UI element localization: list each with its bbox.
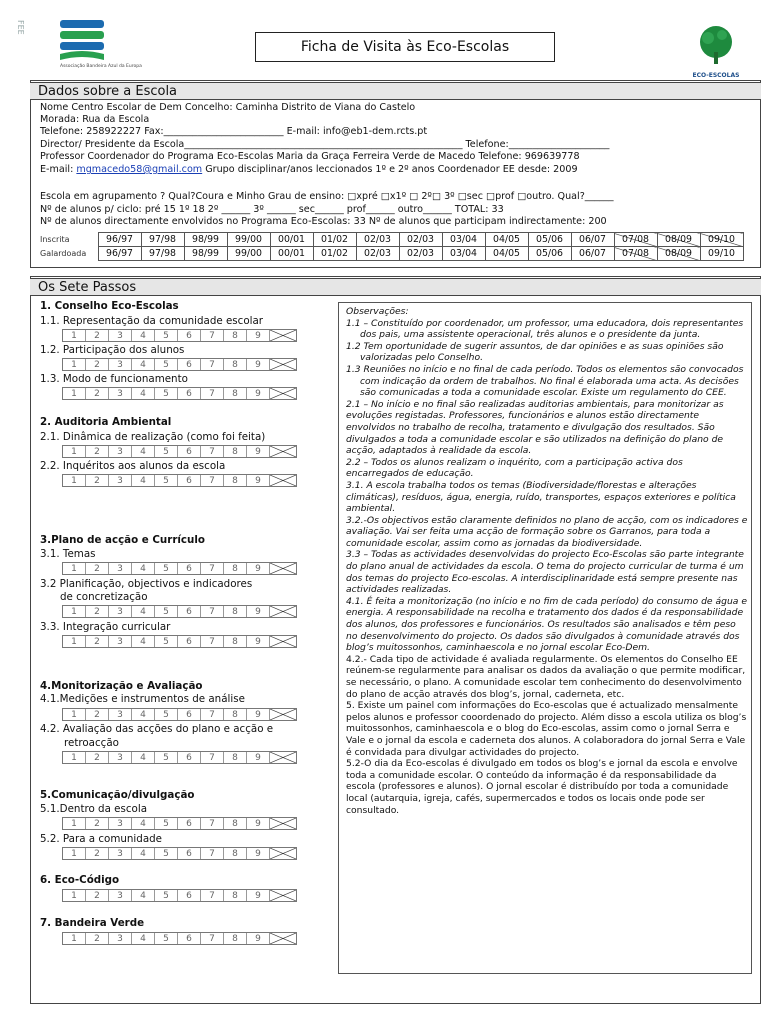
rating-cell[interactable]: 2 — [86, 563, 109, 574]
rating-cell[interactable]: 7 — [201, 446, 224, 457]
rating-cell[interactable]: 5 — [155, 330, 178, 341]
rating-cell[interactable]: 3 — [109, 752, 132, 763]
rating-cell[interactable]: 2 — [86, 848, 109, 859]
year-cell: 96/97 — [98, 247, 141, 261]
year-cell: 97/98 — [141, 247, 184, 261]
rating-cell[interactable]: 9 — [247, 818, 270, 829]
obs-5-2: 5.2-O dia da Eco-escolas é divulgado em todos os blog’s e jornal da escola e envolve toda a comunidade escolar. O conteúdo da informação é da responsabilidade da escola (professores e alunos). O jornal escolar é distribuído por toda a comunidade local (autarquia, igreja, cafés, supermercados e todos os locais onde pode ser consultado. — [346, 758, 738, 816]
rating-cross-cell[interactable] — [270, 752, 296, 763]
step-1-1-label: 1.1. Representação da comunidade escolar — [40, 315, 264, 327]
rating-cross-cell[interactable] — [270, 848, 296, 859]
director-line: Director/ Presidente da Escola__________________________________________________________ Telefone:_____________________ — [40, 139, 610, 150]
obs-3-3: 3.3 – Todas as actividades desenvolvidas do projecto Eco-Escolas são parte integrante do plano anual de actividades da escola. O tema do projecto curricular de turma é um dos temas do projecto Eco-escolas. A interdisciplinaridade está sempre presente nas actividades realizadas. — [346, 549, 744, 596]
rating-cell[interactable]: 9 — [247, 752, 270, 763]
rating-cell[interactable]: 4 — [132, 446, 155, 457]
obs-3-2: 3.2.-Os objectivos estão claramente definidos no plano de acção, com os indicadores e avaliação. Vai ser feita uma acção de formação sobre os Garranos, para toda a comunidade escolar, assim como as jornadas da biodiversidade. — [346, 514, 748, 549]
step-2-1-label: 2.1. Dinâmica de realização (como foi feita) — [40, 431, 266, 443]
step-3-3-label: 3.3. Integração curricular — [40, 621, 171, 633]
rating-cell[interactable]: 3 — [109, 890, 132, 901]
rating-cell[interactable]: 1 — [63, 330, 86, 341]
rating-scale-1-1[interactable] — [62, 329, 297, 342]
rating-cell[interactable]: 3 — [109, 933, 132, 944]
rating-cell[interactable]: 7 — [201, 890, 224, 901]
abae-logo — [12, 14, 182, 76]
rating-cell[interactable]: 9 — [247, 475, 270, 486]
rating-cell[interactable]: 8 — [224, 933, 247, 944]
rating-cell[interactable]: 8 — [224, 890, 247, 901]
year-cell: 04/05 — [485, 233, 528, 247]
year-cell: 02/03 — [399, 233, 442, 247]
rating-cell[interactable]: 5 — [155, 388, 178, 399]
step-3-1-label: 3.1. Temas — [40, 548, 96, 560]
year-cell: 00/01 — [270, 247, 313, 261]
rating-scale-3-2[interactable] — [62, 605, 297, 618]
step-3-2-label-cont: de concretização — [60, 591, 148, 603]
rating-cell[interactable]: 4 — [132, 752, 155, 763]
rating-cell[interactable]: 4 — [132, 475, 155, 486]
rating-cell[interactable]: 5 — [155, 606, 178, 617]
rating-cell[interactable]: 5 — [155, 933, 178, 944]
step-5-1-label: 5.1.Dentro da escola — [40, 803, 148, 815]
rating-cell[interactable]: 2 — [86, 933, 109, 944]
email-line — [40, 164, 578, 176]
discipline-text: Grupo disciplinar/anos leccionados 1º e 2º anos Coordenador EE desde: 2009 — [202, 164, 578, 175]
observations-title: Observações: — [346, 306, 409, 317]
rating-cell[interactable]: 1 — [63, 359, 86, 370]
years-row-inscrita — [36, 233, 743, 247]
rating-cell[interactable]: 7 — [201, 606, 224, 617]
rating-cell[interactable]: 1 — [63, 752, 86, 763]
rating-cell[interactable]: 9 — [247, 709, 270, 720]
step-4-1-label: 4.1.Medições e instrumentos de análise — [40, 693, 245, 705]
step-5-2-label: 5.2. Para a comunidade — [40, 833, 162, 845]
rating-cell[interactable]: 7 — [201, 388, 224, 399]
school-name-line: Nome Centro Escolar de Dem Concelho: Caminha Distrito de Viana do Castelo — [40, 102, 416, 113]
rating-cell[interactable]: 8 — [224, 475, 247, 486]
rating-cell[interactable]: 3 — [109, 606, 132, 617]
rating-cell[interactable]: 6 — [178, 330, 201, 341]
rating-cell[interactable]: 9 — [247, 446, 270, 457]
rating-cell[interactable]: 4 — [132, 563, 155, 574]
rating-cell[interactable]: 3 — [109, 848, 132, 859]
rating-scale-2-2[interactable] — [62, 474, 297, 487]
step-6-heading: 6. Eco-Código — [40, 874, 120, 886]
rating-cell[interactable]: 3 — [109, 709, 132, 720]
rating-cell[interactable]: 1 — [63, 563, 86, 574]
rating-cell[interactable]: 4 — [132, 933, 155, 944]
rating-cell[interactable]: 4 — [132, 709, 155, 720]
year-cell: 01/02 — [313, 247, 356, 261]
step-4-heading: 4.Monitorização e Avaliação — [40, 680, 203, 692]
page-title: Ficha de Visita às Eco-Escolas — [255, 32, 555, 62]
rating-cell[interactable]: 7 — [201, 636, 224, 647]
year-cell: 99/00 — [227, 233, 270, 247]
year-cell-crossed: 08/09 — [657, 233, 700, 247]
rating-cell[interactable]: 5 — [155, 709, 178, 720]
rating-cell[interactable]: 6 — [178, 475, 201, 486]
rating-cell[interactable]: 9 — [247, 848, 270, 859]
rating-cell[interactable]: 5 — [155, 636, 178, 647]
year-cell-crossed: 08/09 — [657, 247, 700, 261]
year-cell: 02/03 — [399, 247, 442, 261]
school-section-title: Dados sobre a Escola — [30, 82, 761, 100]
obs-3-1: 3.1. A escola trabalha todos os temas (Biodiversidade/florestas e alterações climáticas), resíduos, água, energia, ruído, transportes, espaços exteriores e política ambiental. — [346, 479, 736, 515]
rating-cell[interactable]: 7 — [201, 752, 224, 763]
svg-text:FEE: FEE — [16, 20, 25, 35]
obs-2-1: 2.1 – No início e no final são realizadas auditorias ambientais, para monitorizar as evoluções registadas. Professores, funcionários e alunos estão directamente envolvidos no trabalho de recolha, tratamento e divulgação dos resultados. São divulgados a toda a comunidade escolar e são utilizados na definição do plano de acção, adaptados à realidade da escola. — [346, 398, 724, 457]
rating-cell[interactable]: 1 — [63, 818, 86, 829]
rating-scale-5-1[interactable] — [62, 817, 297, 830]
rating-cell[interactable]: 4 — [132, 359, 155, 370]
rating-cell[interactable]: 2 — [86, 818, 109, 829]
inscrita-label: Inscrita — [40, 235, 70, 244]
rating-cell[interactable]: 4 — [132, 330, 155, 341]
rating-cross-cell[interactable] — [270, 446, 296, 457]
rating-cell[interactable]: 7 — [201, 359, 224, 370]
rating-cell[interactable]: 8 — [224, 359, 247, 370]
rating-cross-cell[interactable] — [270, 636, 296, 647]
rating-cell[interactable]: 8 — [224, 709, 247, 720]
rating-cell[interactable]: 7 — [201, 848, 224, 859]
rating-cell[interactable]: 2 — [86, 709, 109, 720]
step-3-2-label: 3.2 Planificação, objectivos e indicadores — [40, 578, 253, 590]
rating-cell[interactable]: 6 — [178, 752, 201, 763]
rating-scale-3-3[interactable] — [62, 635, 297, 648]
rating-cell[interactable]: 7 — [201, 933, 224, 944]
rating-cross-cell[interactable] — [270, 890, 296, 901]
rating-cell[interactable]: 1 — [63, 848, 86, 859]
year-cell: 02/03 — [356, 233, 399, 247]
rating-cell[interactable]: 4 — [132, 606, 155, 617]
rating-cross-cell[interactable] — [270, 388, 296, 399]
abae-logo-caption: Associação Bandeira Azul da Europa — [60, 64, 142, 69]
rating-cell[interactable]: 3 — [109, 446, 132, 457]
rating-cell[interactable]: 6 — [178, 446, 201, 457]
step-1-3-label: 1.3. Modo de funcionamento — [40, 373, 188, 385]
obs-1-2: 1.2 Tem oportunidade de sugerir assuntos, de dar opiniões e as suas opiniões são valorizadas pelo Conselho. — [346, 340, 724, 364]
rating-cell[interactable]: 7 — [201, 818, 224, 829]
rating-cell[interactable]: 6 — [178, 359, 201, 370]
rating-cell[interactable]: 3 — [109, 563, 132, 574]
years-table — [36, 232, 744, 261]
rating-cross-cell[interactable] — [270, 709, 296, 720]
rating-cell[interactable]: 6 — [178, 933, 201, 944]
year-cell: 00/01 — [270, 233, 313, 247]
rating-cross-cell[interactable] — [270, 606, 296, 617]
rating-cell[interactable]: 8 — [224, 446, 247, 457]
steps-section-title: Os Sete Passos — [30, 278, 761, 296]
rating-cell[interactable]: 6 — [178, 848, 201, 859]
rating-cell[interactable]: 2 — [86, 636, 109, 647]
year-cell: 03/04 — [442, 233, 485, 247]
rating-cell[interactable]: 5 — [155, 890, 178, 901]
year-cell: 03/04 — [442, 247, 485, 261]
rating-cell[interactable]: 8 — [224, 818, 247, 829]
rating-cell[interactable]: 2 — [86, 752, 109, 763]
rating-cell[interactable]: 1 — [63, 933, 86, 944]
observations-text — [346, 306, 748, 816]
rating-cell[interactable]: 3 — [109, 359, 132, 370]
year-cell: 05/06 — [528, 233, 571, 247]
rating-cell[interactable]: 2 — [86, 890, 109, 901]
rating-scale-4-1[interactable] — [62, 708, 297, 721]
rating-cell[interactable]: 8 — [224, 563, 247, 574]
year-cell: 97/98 — [141, 233, 184, 247]
coordinator-email-link[interactable]: mgmacedo58@gmail.com — [76, 164, 203, 175]
step-5-heading: 5.Comunicação/divulgação — [40, 789, 195, 801]
rating-cell[interactable]: 5 — [155, 848, 178, 859]
rating-cell[interactable]: 7 — [201, 475, 224, 486]
rating-cell[interactable]: 9 — [247, 933, 270, 944]
year-cell: 05/06 — [528, 247, 571, 261]
year-cell: 96/97 — [98, 233, 141, 247]
rating-cell[interactable]: 3 — [109, 636, 132, 647]
rating-cell[interactable]: 6 — [178, 606, 201, 617]
year-cell: 01/02 — [313, 233, 356, 247]
rating-scale-7[interactable] — [62, 932, 297, 945]
rating-cross-cell[interactable] — [270, 818, 296, 829]
rating-cell[interactable]: 7 — [201, 563, 224, 574]
students-involved-line: Nº de alunos directamente envolvidos no Programa Eco-Escolas: 33 Nº de alunos que participam indirectamente: 200 — [40, 216, 607, 227]
rating-cell[interactable]: 3 — [109, 818, 132, 829]
rating-cell[interactable]: 5 — [155, 818, 178, 829]
rating-cell[interactable]: 7 — [201, 709, 224, 720]
rating-cell[interactable]: 9 — [247, 606, 270, 617]
year-cell: 06/07 — [571, 247, 614, 261]
rating-cell[interactable]: 6 — [178, 890, 201, 901]
step-4-2-label: 4.2. Avaliação das acções do plano e acção e — [40, 723, 274, 735]
rating-cell[interactable]: 2 — [86, 388, 109, 399]
rating-cell[interactable]: 9 — [247, 330, 270, 341]
obs-5: 5. Existe um painel com informações do Eco-escolas que é actualizado mensalmente pelos alunos e professor cooordenado do projecto. Além disso a escola utiliza os blog’s muitossonhos, caminhaescola e o blog do Eco-escolas, assim como o jornal Serra e Vale e o jornal da escola e caderneta dos alunos. A colaboradora do jornal Serra e Vale é convidada para divulgar actividades do projecto. — [346, 700, 747, 758]
years-row-galardoada — [36, 247, 743, 261]
rating-cell[interactable]: 1 — [63, 446, 86, 457]
rating-cell[interactable]: 4 — [132, 636, 155, 647]
obs-1-1: 1.1 – Constituído por coordenador, um professor, uma educadora, dois representantes dos pais, uma assistente operacional, três alunos e o presidente da junta. — [346, 317, 744, 341]
year-cell: 04/05 — [485, 247, 528, 261]
rating-scale-1-2[interactable] — [62, 358, 297, 371]
email-label: E-mail: — [40, 164, 77, 175]
rating-cell[interactable]: 8 — [224, 752, 247, 763]
step-2-2-label: 2.2. Inquéritos aos alunos da escola — [40, 460, 226, 472]
year-cell: 98/99 — [184, 233, 227, 247]
year-cell: 02/03 — [356, 247, 399, 261]
phone-line: Telefone: 258922227 Fax:_________________________ E-mail: info@eb1-dem.rcts.pt — [40, 126, 428, 137]
rating-cell[interactable]: 1 — [63, 606, 86, 617]
year-cell: 09/10 — [700, 247, 743, 261]
rating-cell[interactable]: 4 — [132, 388, 155, 399]
rating-cell[interactable]: 1 — [63, 709, 86, 720]
obs-4-1: 4.1. É feita a monitorização (no início e no fim de cada período) do consumo de água e energia. A responsabilidade na recolha e tratamento dos dados é da responsabilidade dos alunos, dos professores e funcionários. Os resultados são analisados e têm peso no desenvolvimento do projecto. Os dados são divulgados à comunidade através dos blog’s muitossonhos, caminhaescola e no jornal escolar Eco-Dem. — [346, 595, 747, 654]
eco-escolas-logo-caption: ECO-ESCOLAS — [692, 72, 740, 79]
rating-scale-3-1[interactable] — [62, 562, 297, 575]
rating-cross-cell[interactable] — [270, 933, 296, 944]
rating-cell[interactable]: 9 — [247, 636, 270, 647]
rating-cross-cell[interactable] — [270, 359, 296, 370]
grouping-line: Escola em agrupamento ? Qual?Coura e Minho Grau de ensino: □xpré □x1º □ 2º□ 3º □sec □prof □outro. Qual?______ — [40, 191, 614, 202]
step-1-heading: 1. Conselho Eco-Escolas — [40, 300, 179, 312]
obs-2-2: 2.2 – Todos os alunos realizam o inquérito, com a participação activa dos encarregados de educação. — [346, 456, 683, 480]
year-cell: 99/00 — [227, 247, 270, 261]
rating-cell[interactable]: 8 — [224, 388, 247, 399]
step-1-2-label: 1.2. Participação dos alunos — [40, 344, 185, 356]
rating-cell[interactable]: 4 — [132, 890, 155, 901]
rating-cell[interactable]: 9 — [247, 563, 270, 574]
rating-cell[interactable]: 8 — [224, 848, 247, 859]
year-cell: 06/07 — [571, 233, 614, 247]
rating-cell[interactable]: 9 — [247, 388, 270, 399]
rating-cell[interactable]: 6 — [178, 388, 201, 399]
rating-cell[interactable]: 1 — [63, 890, 86, 901]
obs-4-2: 4.2.- Cada tipo de actividade é avaliada regularmente. Os elementos do Conselho EE reúnem-se regularmente para analisar os dados da avaliação o que permite modificar, se necessário, o plano. A comunidade escolar tem conhecimento do desenvolvimento do plano de acção através dos blog’s, jornal, caderneta, etc. — [346, 653, 746, 700]
rating-cell[interactable]: 3 — [109, 475, 132, 486]
galardoada-label: Galardoada — [40, 249, 87, 258]
rating-cell[interactable]: 8 — [224, 330, 247, 341]
rating-cell[interactable]: 2 — [86, 446, 109, 457]
rating-cell[interactable]: 8 — [224, 636, 247, 647]
address-line: Morada: Rua da Escola — [40, 114, 150, 125]
step-4-2-label-cont: retroacção — [64, 737, 119, 749]
step-3-heading: 3.Plano de acção e Currículo — [40, 534, 205, 546]
rating-cross-cell[interactable] — [270, 475, 296, 486]
rating-cell[interactable]: 5 — [155, 359, 178, 370]
rating-cell[interactable]: 2 — [86, 359, 109, 370]
rating-scale-2-1[interactable] — [62, 445, 297, 458]
rating-cell[interactable]: 7 — [201, 330, 224, 341]
rating-cell[interactable]: 8 — [224, 606, 247, 617]
rating-cell[interactable]: 5 — [155, 563, 178, 574]
year-cell: 98/99 — [184, 247, 227, 261]
rating-cell[interactable]: 9 — [247, 359, 270, 370]
rating-cell[interactable]: 4 — [132, 848, 155, 859]
rating-cell[interactable]: 3 — [109, 330, 132, 341]
year-cell-crossed: 07/08 — [614, 233, 657, 247]
rating-cell[interactable]: 6 — [178, 563, 201, 574]
rating-cell[interactable]: 4 — [132, 818, 155, 829]
students-per-cycle-line: Nº de alunos p/ ciclo: pré 15 1º 18 2º ______ 3º ______ sec______ prof______ outro______ TOTAL: 33 — [40, 204, 504, 215]
rating-cell[interactable]: 1 — [63, 636, 86, 647]
rating-cross-cell[interactable] — [270, 563, 296, 574]
rating-cell[interactable]: 2 — [86, 330, 109, 341]
step-7-heading: 7. Bandeira Verde — [40, 917, 145, 929]
rating-cell[interactable]: 9 — [247, 890, 270, 901]
rating-cell[interactable]: 2 — [86, 606, 109, 617]
rating-scale-1-3[interactable] — [62, 387, 297, 400]
rating-cell[interactable]: 1 — [63, 388, 86, 399]
rating-cell[interactable]: 5 — [155, 446, 178, 457]
year-cell-crossed: 07/08 — [614, 247, 657, 261]
rating-cell[interactable]: 3 — [109, 388, 132, 399]
rating-cell[interactable]: 5 — [155, 752, 178, 763]
rating-cell[interactable]: 6 — [178, 709, 201, 720]
rating-cell[interactable]: 2 — [86, 475, 109, 486]
year-cell-crossed: 09/10 — [700, 233, 743, 247]
rating-cell[interactable]: 1 — [63, 475, 86, 486]
rating-cell[interactable]: 5 — [155, 475, 178, 486]
step-2-heading: 2. Auditoria Ambiental — [40, 416, 172, 428]
eco-escolas-logo — [686, 22, 746, 78]
rating-cross-cell[interactable] — [270, 330, 296, 341]
rating-scale-4-2[interactable] — [62, 751, 297, 764]
obs-1-3: 1.3 Reuniões no início e no final de cada período. Todos os elementos são convocados com indicação da ordem de trabalhos. No final é elaborada uma acta. As decisões são comunicadas a toda a comunidade escolar. Existe um regulamento do CEE. — [346, 363, 744, 399]
rating-cell[interactable]: 6 — [178, 636, 201, 647]
coordinator-line: Professor Coordenador do Programa Eco-Escolas Maria da Graça Ferreira Verde de Macedo Telefone: 969639778 — [40, 151, 580, 162]
rating-scale-6[interactable] — [62, 889, 297, 902]
rating-cell[interactable]: 6 — [178, 818, 201, 829]
rating-scale-5-2[interactable] — [62, 847, 297, 860]
